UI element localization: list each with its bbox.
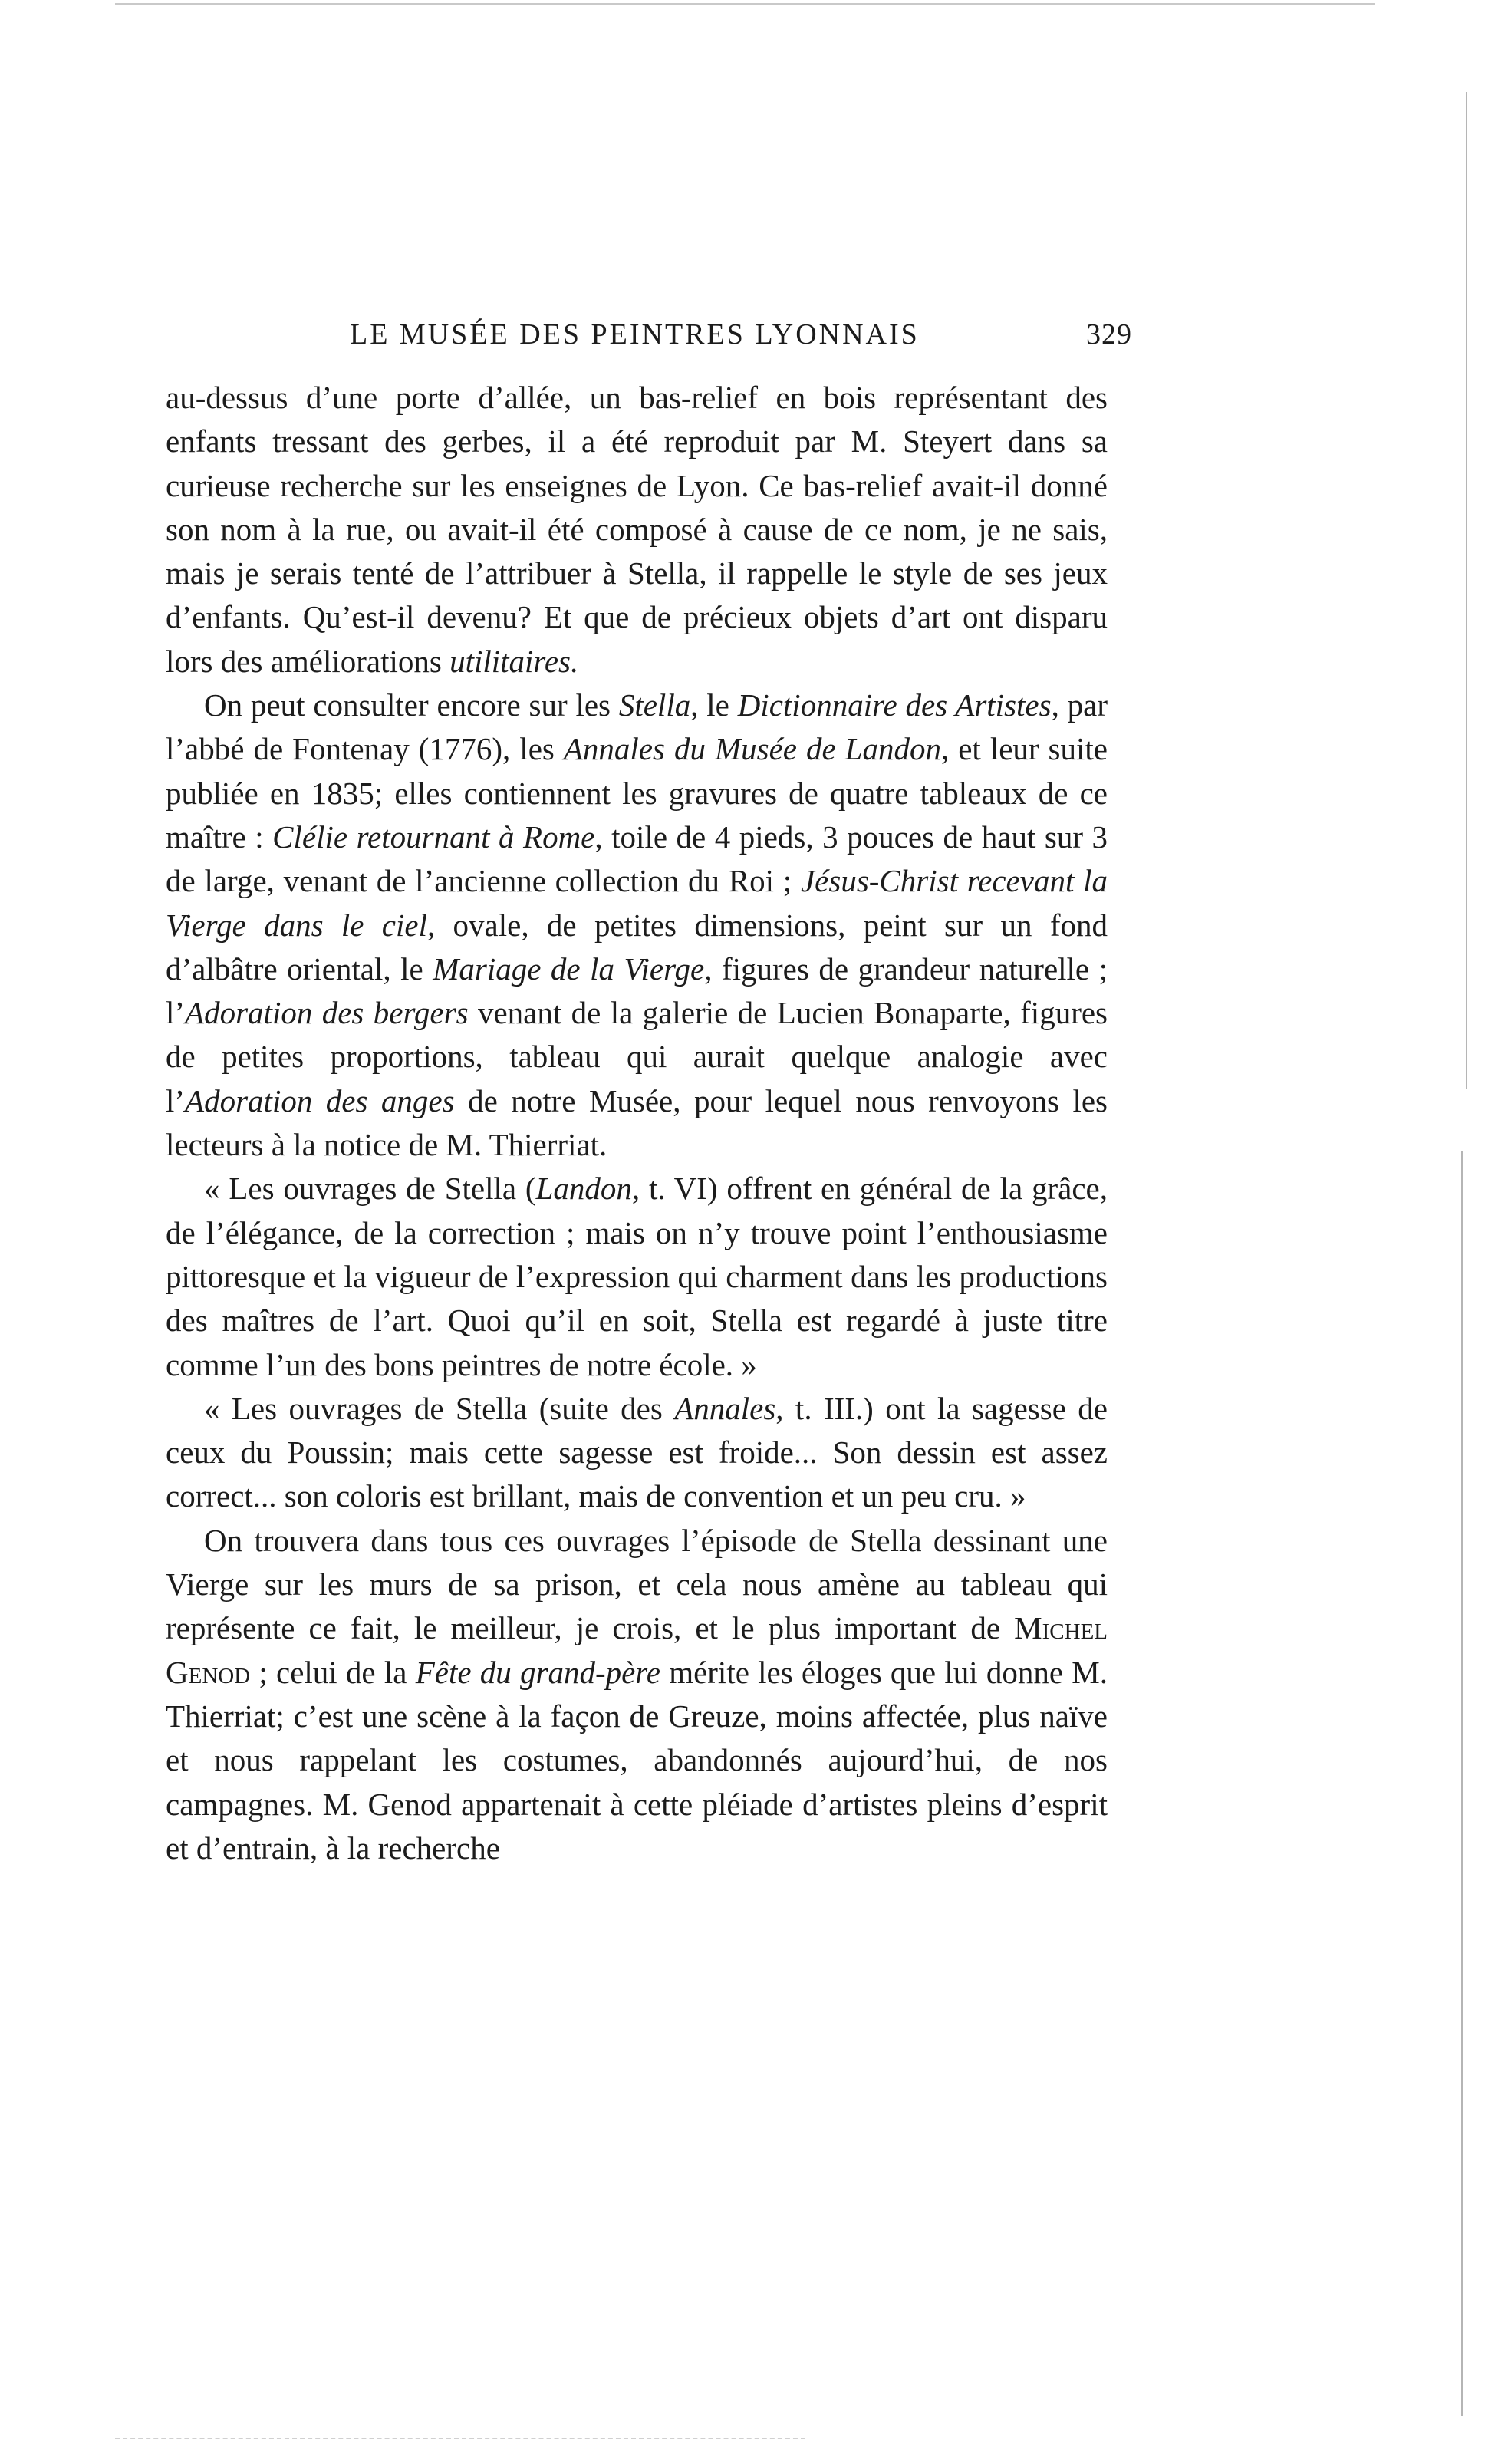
scan-right-edge-lower (1461, 1151, 1463, 2416)
paragraph-3-quote: « Les ouvrages de Stella (Landon, t. VI) offrent en général de la grâce, de l’élégance, de la correction ; mais on n’y trouve point l’enthousiasme pittoresque et la vigueur de l’expression qui charment dans les productions des maîtres de l’art. Quoi qu’il en soit, Stella est regardé à juste titre comme l’un des bons peintres de notre école. » (166, 1171, 1108, 1382)
paragraph-2: On peut consulter encore sur les Stella, le Dictionnaire des Artistes, par l’abbé de Fontenay (1776), les Annales du Musée de Landon, et leur suite publiée en 1835; elles contiennent les gravures de quatre tableaux de ce maître : Clélie retournant à Rome, toile de 4 pieds, 3 pouces de haut sur 3 de large, venant de l’ancienne collection du Roi ; Jésus-Christ recevant la Vierge dans le ciel, ovale, de petites dimensions, peint sur un fond d’albâtre oriental, le Mariage de la Vierge, figures de grandeur naturelle ; l’Adoration des bergers venant de la galerie de Lucien Bonaparte, figures de petites proportions, tableau qui aurait quelque analogie avec l’Adoration des anges de notre Musée, pour lequel nous renvoyons les lecteurs à la notice de M. Thierriat. (166, 687, 1108, 1163)
scan-top-edge (115, 3, 1375, 5)
scan-right-edge (1466, 92, 1467, 1089)
paragraph-4-quote: « Les ouvrages de Stella (suite des Annales, t. III.) ont la sagesse de ceux du Poussin; mais cette sagesse est froide... Son dessin est assez correct... son coloris est brillant, mais de convention et un peu cru. » (166, 1390, 1108, 1514)
scan-bottom-edge (115, 2438, 805, 2441)
running-title: LE MUSÉE DES PEINTRES LYONNAIS (350, 318, 920, 351)
paragraph-1: au-dessus d’une porte d’allée, un bas-relief en bois représentant des enfants tressant des gerbes, il a été reproduit par M. Steyert dans sa curieuse recherche sur les enseignes de Lyon. Ce bas-relief avait-il donné son nom à la rue, ou avait-il été composé à cause de ce nom, je ne sais, mais je serais tenté de l’attribuer à Stella, il rappelle le style de ses jeux d’enfants. Qu’est-il devenu? Et que de précieux objets d’art ont disparu lors des améliorations utilitaires. (166, 380, 1108, 679)
page-number: 329 (1086, 318, 1132, 351)
body-text (166, 376, 1108, 1870)
paragraph-5: On trouvera dans tous ces ouvrages l’épisode de Stella dessinant une Vierge sur les murs de sa prison, et cela nous amène au tableau qui représente ce fait, le meilleur, je crois, et le plus important de Michel Genod ; celui de la Fête du grand-père mérite les éloges que lui donne M. Thierriat; c’est une scène à la façon de Greuze, moins affectée, plus naïve et nous rappelant les costumes, abandonnés aujourd’hui, de nos campagnes. M. Genod appartenait à cette pléiade d’artistes pleins d’esprit et d’entrain, à la recherche (166, 1522, 1108, 1866)
